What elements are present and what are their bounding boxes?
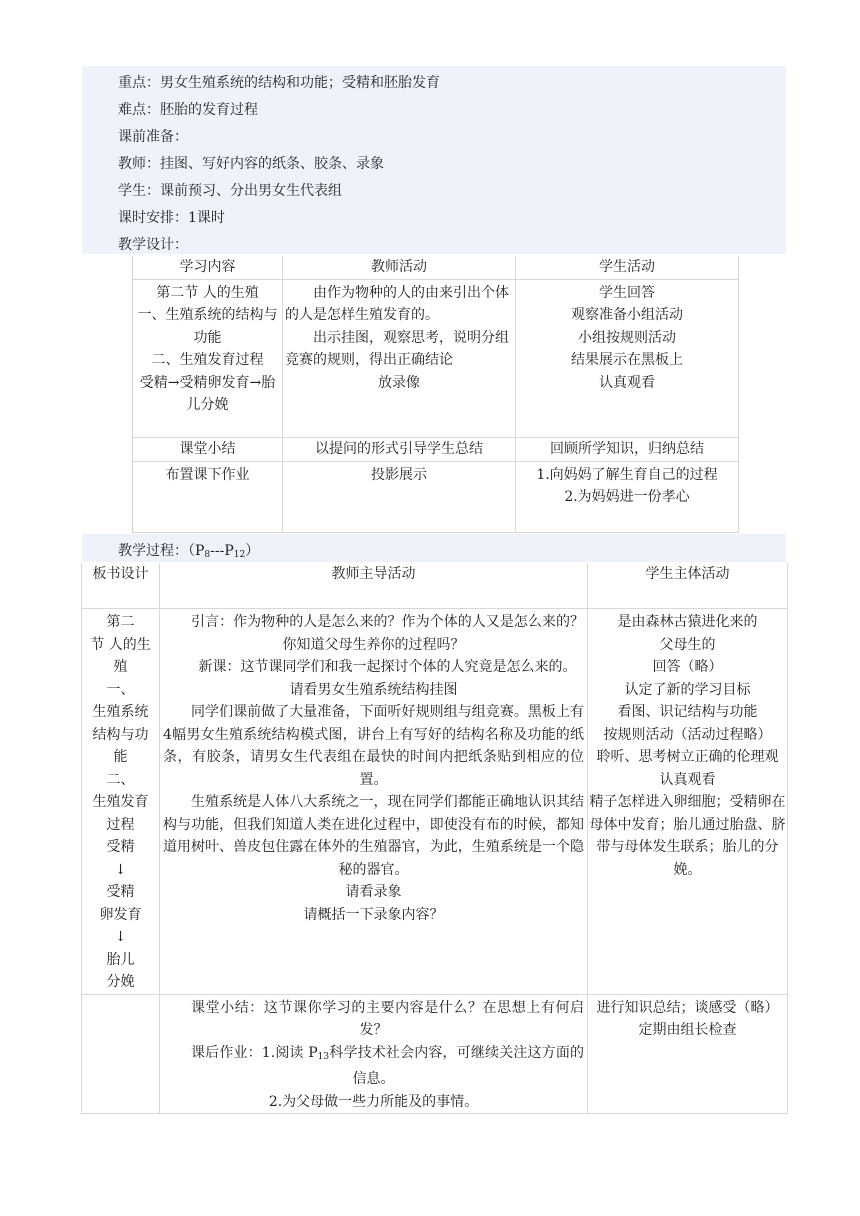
board-line: 生殖发育 xyxy=(92,794,149,810)
process-title-mid: ---P xyxy=(210,543,234,559)
teacher-activity-2: 出示挂图，观察思考，说明分组竞赛的规则，得出正确结论 xyxy=(285,329,509,368)
process-title-suffix: ） xyxy=(245,543,260,559)
board-line: 第二 xyxy=(106,614,135,630)
homework-1-prefix: 课后作业：1.阅读 P xyxy=(191,1044,318,1061)
design-table xyxy=(132,256,739,533)
difficulty: 难点：胚胎的发育过程 xyxy=(118,102,258,118)
teacher-competition: 同学们课前做了大量准备，下面听好规则组与组竞赛。黑板上有4幅男女生殖系统结构模式图，讲台上有写好的结构名称及功能的纸条，有胶条，请男女生代表组在最快的时间内把纸条贴到相应的位置。 xyxy=(163,704,584,788)
board-line: 殖 xyxy=(113,659,128,675)
student-check: 定期由组长检查 xyxy=(638,1022,737,1038)
board-line: 结构与功 xyxy=(92,726,149,743)
process-page-end: 12 xyxy=(233,550,246,560)
homework-student-2: 2.为妈妈进一份孝心 xyxy=(564,489,690,505)
homework-page: 13 xyxy=(317,1051,330,1062)
process-page-start: 8 xyxy=(204,550,211,560)
design-row-homework xyxy=(133,461,739,532)
student-answer-1: 是由森林古猿进化来的 xyxy=(617,614,758,630)
summary-teacher: 以提问的形式引导学生总结 xyxy=(283,437,516,461)
lesson-part-1: 一、生殖系统的结构与功能 xyxy=(137,307,278,346)
teacher-system-intro: 生殖系统是人体八大系统之一，现在同学们都能正确地认识其结构与功能，但我们知道人类在进化过程中，即使没有布的时候，都知道用树叶、兽皮包住露在体外的生殖器官，为此，生殖系统是一个隐秘的器官。 xyxy=(163,794,584,878)
design-row-summary xyxy=(133,437,739,461)
lesson-content-cell xyxy=(133,279,283,437)
student-activity-1: 学生回答 xyxy=(599,284,655,301)
teacher-prep: 教师：挂图、写好内容的纸条、胶条、录象 xyxy=(118,156,384,172)
board-line: 受精 xyxy=(106,884,135,900)
header-teacher: 教师活动 xyxy=(283,256,516,279)
board-line: 一、 xyxy=(106,681,135,698)
student-listen: 聆听、思考树立正确的伦理观 xyxy=(596,749,779,765)
student-answer-3: 回答（略） xyxy=(652,659,723,675)
student-activity-3: 小组按规则活动 xyxy=(578,329,676,346)
student-activity-2: 观察准备小组活动 xyxy=(571,307,683,323)
header-student-main: 学生主体活动 xyxy=(588,563,788,609)
student-summary-cell xyxy=(588,994,788,1114)
board-line: 卵发育 xyxy=(99,906,142,923)
student-prep: 学生：课前预习、分出男女生代表组 xyxy=(118,183,342,199)
board-line: 胎儿 xyxy=(106,951,135,968)
process-title xyxy=(118,541,259,565)
process-row-summary xyxy=(82,994,788,1114)
lesson-title: 第二节 人的生殖 xyxy=(156,284,259,301)
key-points: 重点：男女生殖系统的结构和功能；受精和胚胎发育 xyxy=(118,75,440,91)
lesson-teacher-cell xyxy=(283,279,516,437)
lesson-student-cell xyxy=(516,279,739,437)
board-arrow: ↓ xyxy=(114,929,127,945)
teacher-summarize-prompt: 请概括一下录象内容？ xyxy=(303,906,444,923)
homework-teacher: 投影展示 xyxy=(283,461,516,532)
homework-1 xyxy=(163,1042,584,1091)
student-video-summary: 精子怎样进入卵细胞；受精卵在母体中发育；胎儿通过胎盘、脐带与母体发生联系；胎儿的分娩。 xyxy=(589,794,786,878)
student-goal: 认定了新的学习目标 xyxy=(624,681,751,698)
lesson-summary: 课堂小结：这节课你学习的主要内容是什么？在思想上有何启发？ xyxy=(191,999,584,1038)
board-line: 节 人的生 xyxy=(90,636,151,653)
design-title: 教学设计： xyxy=(118,237,188,253)
student-watch: 认真观看 xyxy=(659,771,716,788)
student-activity-5: 认真观看 xyxy=(599,374,655,391)
teacher-lead-cell xyxy=(160,609,588,995)
teacher-chart-prompt: 请看男女生殖系统结构挂图 xyxy=(289,681,458,698)
board-line: 受精 xyxy=(106,839,135,855)
summary-homework-cell xyxy=(160,994,588,1114)
prep-title: 课前准备： xyxy=(118,129,188,145)
student-observe: 看图、识记结构与功能 xyxy=(617,704,758,720)
header-content: 学习内容 xyxy=(133,256,283,279)
board-design-cell xyxy=(82,609,160,995)
process-table-header xyxy=(82,563,788,609)
empty-board-cell xyxy=(82,994,160,1114)
homework-student-cell xyxy=(516,461,739,532)
process-table xyxy=(81,563,788,1114)
homework-2: 2.为父母做一些力所能及的事情。 xyxy=(268,1093,479,1110)
teacher-activity-1: 由作为物种的人的由来引出个体的人是怎样生殖发育的。 xyxy=(285,284,509,323)
student-main-cell xyxy=(588,609,788,995)
summary-student: 回顾所学知识，归纳总结 xyxy=(516,437,739,461)
board-arrow: ↓ xyxy=(114,861,127,878)
board-line: 分娩 xyxy=(106,974,135,990)
teacher-intro: 引言：作为物种的人是怎么来的？作为个体的人又是怎么来的？你知道父母生养你的过程吗？ xyxy=(191,614,584,653)
homework-student-1: 1.向妈妈了解生育自己的过程 xyxy=(536,466,718,483)
teacher-activity-3: 放录像 xyxy=(378,374,420,391)
header-board: 板书设计 xyxy=(82,563,160,609)
board-line: 过程 xyxy=(106,816,135,833)
board-line: 能 xyxy=(113,749,128,765)
student-activity: 按规则活动（活动过程略） xyxy=(603,726,772,743)
summary-content: 课堂小结 xyxy=(133,437,283,461)
teacher-new-lesson: 新课：这节课同学们和我一起探讨个体的人究竟是怎么来的。 xyxy=(198,659,577,675)
homework-content: 布置课下作业 xyxy=(133,461,283,532)
board-line: 二、 xyxy=(106,771,135,788)
header-student: 学生活动 xyxy=(516,256,739,279)
header-teacher-lead: 教师主导活动 xyxy=(160,563,588,609)
schedule: 课时安排：1课时 xyxy=(118,210,225,226)
homework-1-suffix: 科学技术社会内容，可继续关注这方面的信息。 xyxy=(329,1044,584,1087)
student-activity-4: 结果展示在黑板上 xyxy=(571,352,683,368)
process-row-main xyxy=(82,609,788,995)
design-row-lesson xyxy=(133,279,739,437)
process-title-prefix: 教学过程：（P xyxy=(118,543,205,559)
teacher-video-prompt: 请看录象 xyxy=(345,884,402,900)
lesson-part-2: 二、生殖发育过程 xyxy=(151,352,264,368)
design-table-header xyxy=(133,256,739,279)
board-line: 生殖系统 xyxy=(92,704,149,720)
lesson-process: 受精→受精卵发育→胎儿分娩 xyxy=(139,374,276,413)
student-summary: 进行知识总结；谈感受（略） xyxy=(596,999,779,1016)
student-answer-2: 父母生的 xyxy=(659,636,716,653)
